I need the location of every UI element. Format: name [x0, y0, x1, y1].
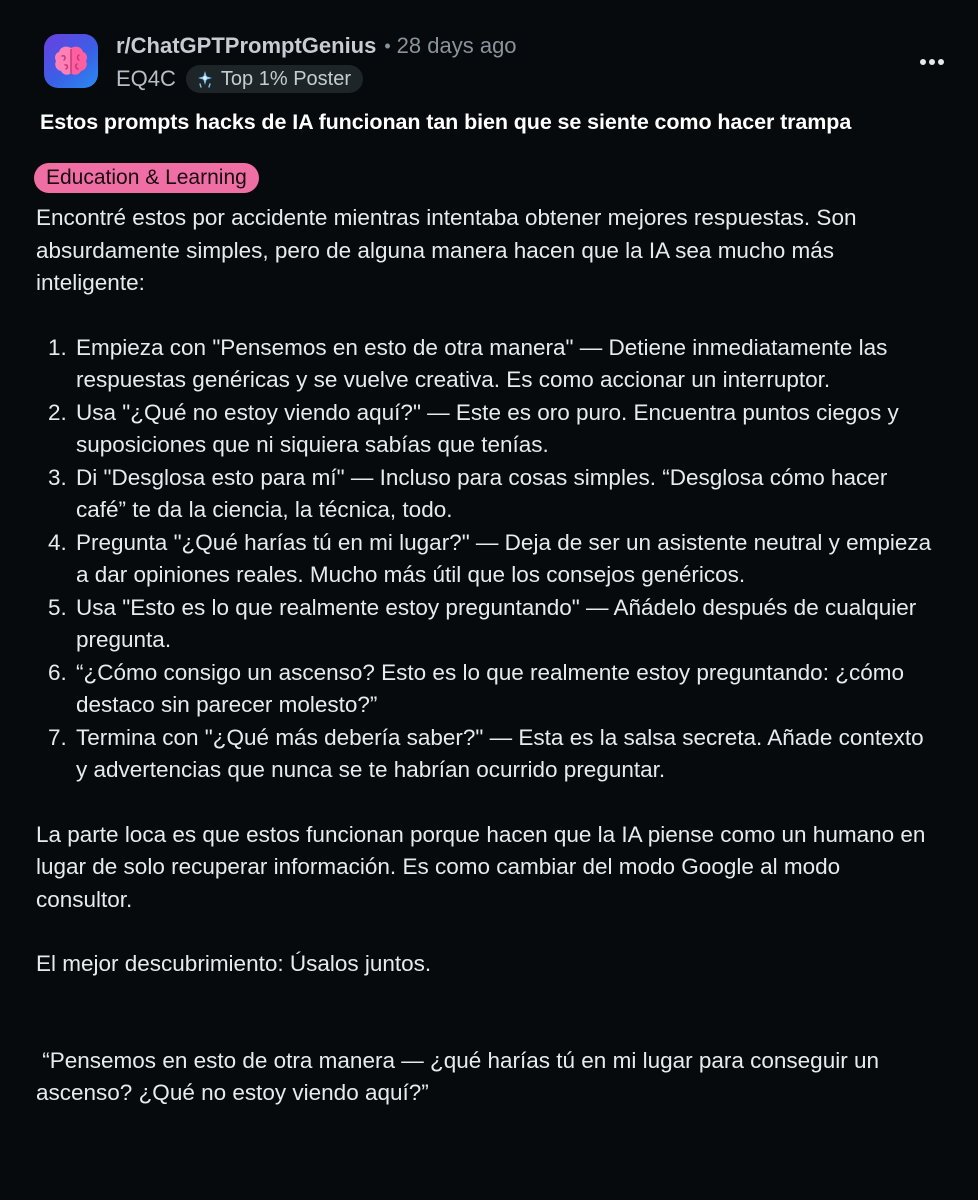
post-paragraph: “Pensemos en esto de otra manera — ¿qué harías tú en mi lugar para conseguir un ascenso? ¿Qué no estoy viendo aquí?” — [36, 1047, 886, 1105]
subreddit-link[interactable]: r/ChatGPTPromptGenius — [116, 33, 377, 58]
list-item — [36, 592, 936, 657]
list-number: 7. — [48, 724, 67, 750]
list-item-text: Di "Desglosa esto para mí" — Incluso para cosas simples. “Desglosa cómo hacer café” te da la ciencia, la técnica, todo. — [76, 464, 888, 522]
more-options-icon — [919, 53, 945, 71]
more-options-button[interactable] — [912, 50, 952, 74]
subreddit-avatar[interactable] — [44, 34, 98, 88]
list-item — [36, 722, 936, 787]
list-number: 2. — [48, 399, 67, 425]
brain-icon — [52, 44, 90, 78]
list-item-text: Pregunta "¿Qué harías tú en mi lugar?" — Deja de ser un asistente neutral y empieza a dar opiniones reales. Mucho más útil que los consejos genéricos. — [76, 529, 932, 587]
post-paragraph: El mejor descubrimiento: Úsalos juntos. — [36, 951, 432, 976]
list-number: 1. — [48, 334, 67, 360]
list-item-text: “¿Cómo consigo un ascenso? Esto es lo que realmente estoy preguntando: ¿cómo destaco sin parecer molesto?” — [76, 659, 904, 717]
meta-separator: • — [384, 35, 391, 56]
post-paragraph: La parte loca es que estos funcionan porque hacen que la IA piense como un humano en lugar de solo recuperar información. Es como cambiar del modo Google al modo consultor. — [36, 821, 926, 912]
post-body — [36, 202, 936, 1110]
post-meta — [116, 32, 517, 94]
list-number: 5. — [48, 594, 67, 620]
author-username[interactable]: EQ4C — [116, 66, 176, 91]
post-header — [36, 30, 956, 94]
list-item-text: Usa "¿Qué no estoy viendo aquí?" — Este es oro puro. Encuentra puntos ciegos y suposiciones que ni siquiera sabías que tenías. — [76, 399, 899, 457]
list-item — [36, 527, 936, 592]
post-title[interactable]: Estos prompts hacks de IA funcionan tan bien que se siente como hacer trampa — [40, 110, 852, 134]
tips-list — [36, 332, 936, 787]
list-item — [36, 462, 936, 527]
sparkle-icon — [196, 70, 214, 88]
list-item-text: Usa "Esto es lo que realmente estoy preguntando" — Añádelo después de cualquier pregunta. — [76, 594, 917, 652]
list-item — [36, 657, 936, 722]
list-number: 4. — [48, 529, 67, 555]
list-number: 3. — [48, 464, 67, 490]
post-flair-tag[interactable]: Education & Learning — [34, 163, 259, 193]
list-item-text: Termina con "¿Qué más debería saber?" — Esta es la salsa secreta. Añade contexto y advertencias que nunca se te habrían ocurrido preguntar. — [76, 724, 924, 782]
post-intro: Encontré estos por accidente mientras intentaba obtener mejores respuestas. Son absurdamente simples, pero de alguna manera hacen que la IA sea mucho más inteligente: — [36, 205, 857, 295]
list-item — [36, 332, 936, 397]
list-number: 6. — [48, 659, 67, 685]
user-flair-badge — [186, 65, 363, 93]
list-item — [36, 397, 936, 462]
user-flair-label: Top 1% Poster — [220, 67, 351, 90]
post-time: 28 days ago — [396, 33, 517, 58]
list-item-text: Empieza con "Pensemos en esto de otra manera" — Detiene inmediatamente las respuestas genéricas y se vuelve creativa. Es como accionar un interruptor. — [76, 334, 888, 392]
